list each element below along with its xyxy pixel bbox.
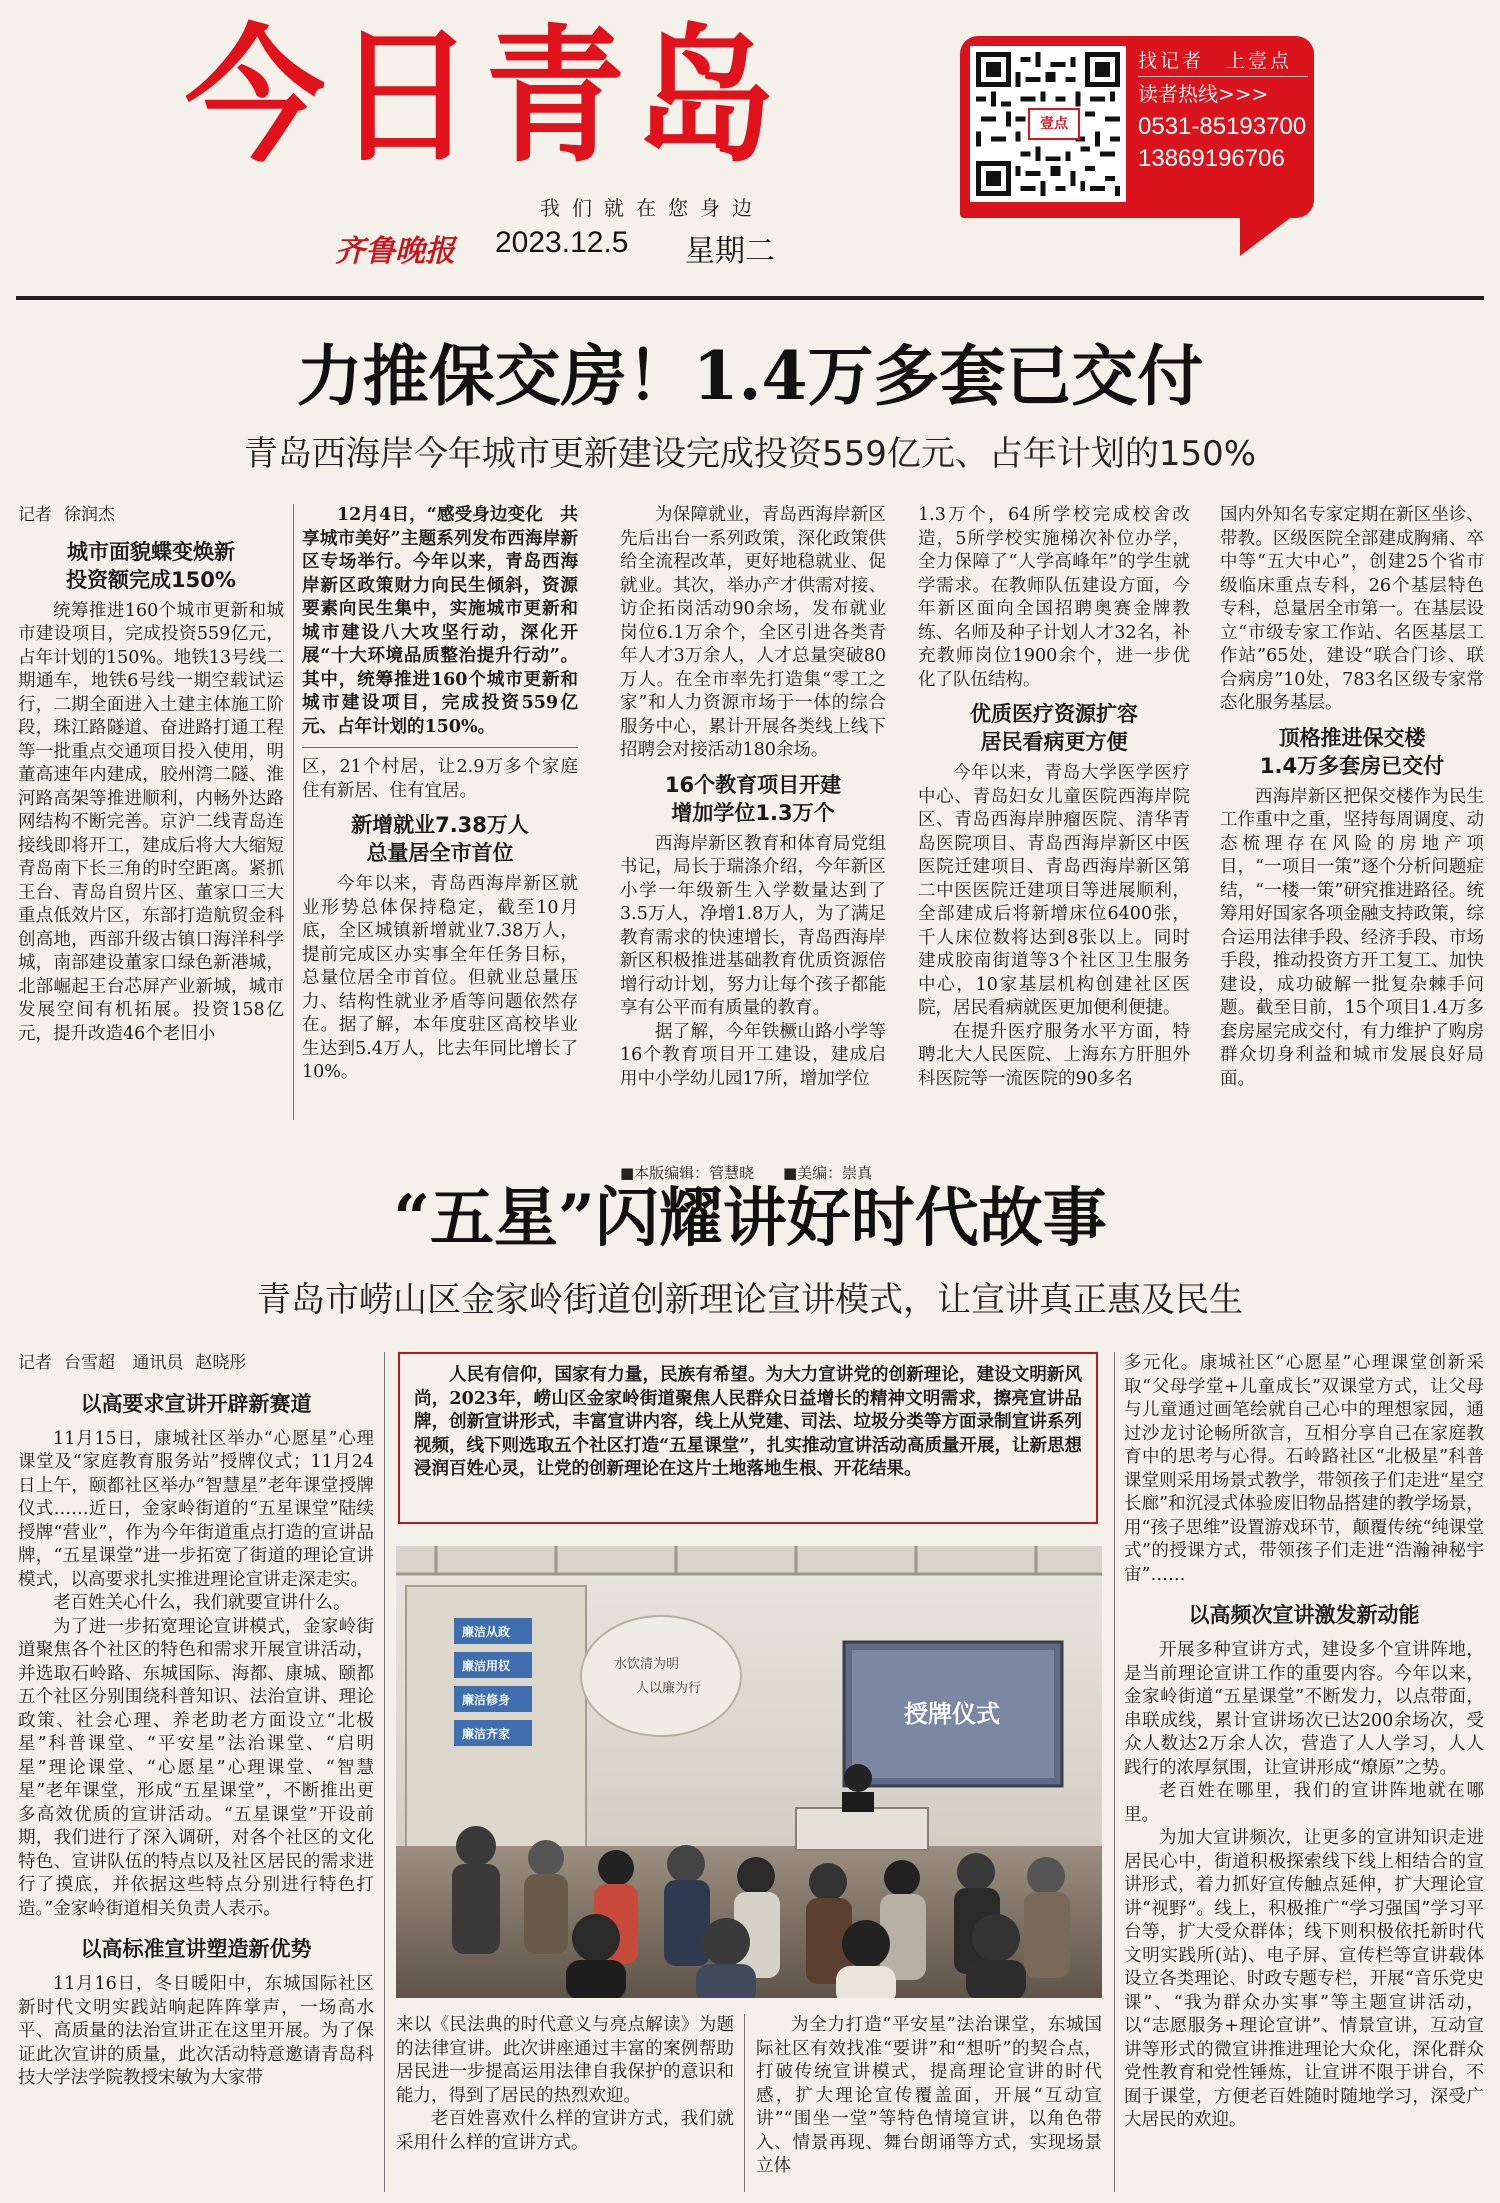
lead-divider	[302, 747, 578, 748]
paper-name-logo: 齐鲁晚报	[335, 234, 455, 269]
paragraph: 11月15日，康城社区举办“心愿星”心理课堂及“家庭教育服务站”授牌仪式；11月24日上午，颐都社区举办“智慧星”老年课堂授牌仪式……近日，金家岭街道的“五星课堂”陆续授牌“营业”，作为今年街道重点打造的宣讲品牌，“五星课堂”进一步拓宽了街道的理论宣讲模式，以高要求扎实推进理论宣讲走深走实。	[18, 1428, 374, 1590]
story2-subheadline: 青岛市崂山区金家岭街道创新理论宣讲模式，让宣讲真正惠及民生	[257, 1280, 1243, 1320]
paragraph: 西海岸新区把保交楼作为民生工作重中之重，坚持每周调度、动态梳理存在风险的房地产项目，“一项目一策”逐个分析问题症结，“一楼一策”研究推进路径。统筹用好国家各项金融支持政策，综合运用法律手段、经济手段、市场手段，推动投资方开工复工、加快建设，成功破解一批复杂棘手问题。截至目前，15个项目1.4万多套房屋完成交付，有力维护了购房群众切身利益和城市发展良好局面。	[1220, 786, 1484, 1089]
story2-column-mid-2	[756, 2014, 1102, 2192]
slogan: 我们就在您身边	[540, 196, 764, 220]
qr-code-icon[interactable]	[970, 46, 1126, 202]
paragraph: 为了进一步拓宽理论宣讲模式，金家岭街道聚焦各个社区的特色和需求开展宣讲活动，并选取石岭路、东城国际、海都、康城、颐都五个社区分别围绕科普知识、法治宣讲、理论政策、社会心理、养老助老方面设立“北极星”科普课堂、“平安星”法治课堂、“启明星”理论课堂、“心愿星”心理课堂、“智慧星”老年课堂，形成“五星课堂”，不断推出更多高效优质的宣讲活动。“五星课堂”开设前期，我们进行了深入调研，对各个社区的文化特色、宣讲队伍的特点以及社区居民的需求进行了摸底，并依据这些特点分别进行特色打造。”金家岭街道相关负责人表示。	[18, 1616, 374, 1919]
section-heading-line-1: 优质医疗资源扩容	[970, 702, 1138, 726]
paragraph: 为保障就业，青岛西海岸新区先后出台一系列政策，深化政策供给全流程改革，更好地稳就业、促就业。其次，举办产才供需对接、访企拓岗活动90余场，发布就业岗位6.1万余个，全区引进各类青年人才3万余人，人才总量突破80万人。在全市率先打造集“零工之家”和人力资源市场于一体的综合服务中心，累计开展各类线上线下招聘会对接活动180余场。	[620, 505, 886, 760]
qr-logo: 壹点	[1028, 108, 1080, 140]
byline-name: 赵晓彤	[195, 1353, 247, 1373]
projector-screen-text: 授牌仪式	[904, 1700, 1000, 1728]
paragraph: 1.3万个，64所学校完成校舍改造，5所学校实施梯次补位办学，全力保障了“人学高峰年”的学生就学需求。在教师队伍建设方面，今年新区面向全国招聘奥赛金牌教练、名师及种子计划人才32名，补充教师岗位1900余个，进一步优化了队伍结构。	[918, 505, 1190, 690]
hotline-number-1[interactable]: 0531-85193700	[1138, 113, 1307, 140]
column-divider	[1114, 1352, 1115, 2192]
masthead-rule	[16, 296, 1484, 300]
designer-name: ■美编：崇真	[782, 1164, 873, 1182]
story2-column-right	[1124, 1352, 1484, 2192]
hotline-label: 读者热线>>>	[1138, 82, 1269, 106]
paragraph: 国内外知名专家定期在新区坐诊、带教。区级医院全部建成胸痛、卒中等“五大中心”，创建25个省市级临床重点专科，26个基层特色专科，总量居全市第一。在基层设立“市级专家工作站、名医基层工作站”65处，建设“联合门诊、联合病房”10处，783名区级专家常态化服务基层。	[1220, 505, 1484, 713]
column-divider	[744, 2014, 745, 2192]
byline-label: 记者	[18, 1353, 52, 1373]
section-heading	[1220, 724, 1484, 780]
lead-paragraph: 12月4日，“感受身边变化 共享城市美好”主题系列发布西海岸新区专场举行。今年以来，青岛西海岸新区政策财力向民生倾斜，资源要素向民生集中，实施城市更新和城市建设八大攻坚行动，深化开展“十大环境品质整治提升行动”。其中，统筹推进160个城市更新和城市建设项目，完成投资559亿元、占年计划的150%。	[302, 505, 578, 737]
paragraph: 多元化。康城社区“心愿星”心理课堂创新采取“父母学堂+儿童成长”双课堂方式，让父母与儿童通过画笔绘就自己心中的理想家园，通过沙龙讨论畅所欲言，互相分享自己在家庭教育中的思考与心得。石岭路社区“北极星”科普课堂则采用场景式教学，带领孩子们走进“星空长廊”和沉浸式体验废旧物品搭建的教学场景，用“孩子思维”设置游戏环节，颠覆传统“纯课堂式”的授课方式，带领孩子们走进“浩瀚神秘宇宙”……	[1124, 1353, 1484, 1585]
story2-byline	[18, 1352, 374, 1376]
section-heading-line-1: 顶格推进保交楼	[1278, 725, 1426, 750]
story1-subheadline: 青岛西海岸今年城市更新建设完成投资559亿元、占年计划的150%	[243, 434, 1257, 474]
paragraph: 老百姓关心什么，我们就要宣讲什么。	[53, 1593, 351, 1613]
wall-panel-text: 廉洁修身	[462, 1693, 511, 1707]
issue-weekday: 星期二	[685, 234, 775, 269]
section-heading-line-2: 居民看病更方便	[980, 730, 1128, 754]
section-heading	[302, 811, 578, 867]
story1-headline: 力推保交房！1.4万多套已交付	[296, 337, 1204, 415]
wall-panel-text: 廉洁齐家	[462, 1727, 511, 1741]
hotline-number-2[interactable]: 13869196706	[1138, 145, 1285, 172]
byline-name: 台雪超	[64, 1353, 115, 1373]
contact-box	[960, 36, 1314, 218]
section-heading: 以高标准宣讲塑造新优势	[80, 1937, 312, 1961]
paragraph: 西海岸新区教育和体育局党组书记，局长于瑞涤介绍，今年新区小学一年级新生入学数量达到了3.5万人，净增1.8万人，为了满足教育需求的快速增长，青岛西海岸新区积极推进基础教育优质资源倍增行动计划，努力让每个孩子都能享有公平而有质量的教育。	[620, 833, 886, 1018]
find-reporter-text: 找记者 上壹点	[1138, 46, 1308, 77]
paragraph: 老百姓在哪里，我们的宣讲阵地就在哪里。	[1124, 1781, 1484, 1825]
wall-calligraphy: 人以廉为行	[636, 1681, 702, 1696]
story1-column-2	[302, 504, 578, 1120]
intro-paragraph: 人民有信仰，国家有力量，民族有希望。为大力宣讲党的创新理论，建设文明新风尚，2023年，崂山区金家岭街道聚焦人民群众日益增长的精神文明需求，擦亮宣讲品牌，创新宣讲形式，丰富宣讲内容，线上从党建、司法、垃圾分类等方面录制宣讲系列视频，线下则选取五个社区打造“五星课堂”，扎实推动宣讲活动高质量开展，让新思想浸润百姓心灵，让党的创新理论在这片土地落地生根、开花结果。	[414, 1365, 1082, 1479]
event-photo	[396, 1546, 1102, 1998]
column-divider	[384, 1352, 385, 2192]
byline-name: 徐润杰	[64, 505, 115, 525]
section-heading-line-2: 投资额完成150%	[66, 567, 236, 592]
story1-column-1	[18, 504, 284, 1120]
story1-byline	[18, 504, 284, 528]
section-heading	[918, 700, 1190, 756]
paragraph: 在提升医疗服务水平方面，特聘北大人民医院、上海东方肝胆外科医院等一流医院的90多名	[918, 1021, 1190, 1089]
paragraph: 区，21个村居，让2.9万多个家庭住有新居、住有宜居。	[302, 757, 578, 801]
newspaper-title: 今日青岛	[185, 11, 786, 184]
section-heading-line-2: 1.4万多套房已交付	[1259, 753, 1445, 778]
paragraph: 为全力打造“平安星”法治课堂，东城国际社区有效找准“要讲”和“想听”的契合点，打破传统宣讲模式，提高理论宣讲的时代感，扩大理论宣传覆盖面，开展“互动宣讲”“围坐一堂”等特色情境宣讲，以角色带入、情景再现、舞台朗诵等方式，实现场景立体	[756, 2015, 1102, 2176]
masthead	[0, 0, 1500, 290]
byline-label: 记者	[18, 505, 52, 525]
paragraph: 统筹推进160个城市更新和城市建设项目，完成投资559亿元，占年计划的150%。地铁13号线二期通车，地铁6号线一期空载试运行，二期全面进入土建主体施工阶段，珠江路隧道、奋进路打通工程等一批重点交通项目投入使用，明董高速年内建成，胶州湾二隧、淮河路高架等推进顺利，内畅外达路网结构不断完善。京沪二线青岛连接线即将开工，建成后将大大缩短青岛南下长三角的时空距离。紧抓王台、青岛自贸片区、董家口三大重点低效片区，东部打造航贸金科创高地，西部升级古镇口海洋科学城，南部建设董家口绿色新港城，北部崛起王台芯屏产业新城，城市发展空间有机拓展。投资158亿元，提升改造46个老旧小	[18, 600, 284, 1044]
byline-label: 通讯员	[132, 1353, 184, 1373]
paragraph: 老百姓喜欢什么样的宣讲方式，我们就采用什么样的宣讲方式。	[396, 2109, 734, 2153]
story2-headline: “五星”闪耀讲好时代故事	[393, 1181, 1107, 1256]
paragraph: 为加大宣讲频次，让更多的宣讲知识走进居民心中，街道积极探索线下线上相结合的宣讲形式，着力抓好宣传触点延伸，扩大理论宣讲“视野”。线上，积极推广“学习强国”学习平台等，扩大受众群体；线下则积极依托新时代文明实践所(站)、电子屏、宣传栏等宣讲载体设立各类理论、时政专题专栏，开展“音乐党史课”、“我为群众办实事”等主题宣讲活动，以“志愿服务+理论宣讲”、情景宣讲，互动宣讲等形式的微宣讲推进理论大众化，深化群众党性教育和党性锤炼，让宣讲不限于讲台，不囿于课堂，方便老百姓随时随地学习，深受广大居民的欢迎。	[1124, 1828, 1484, 2130]
story2-intro-box	[398, 1352, 1098, 1524]
paragraph: 据了解，今年铁橛山路小学等16个教育项目开工建设，建成启用中小学幼儿园17所，增加学位	[620, 1021, 886, 1089]
story2-column-left	[18, 1352, 374, 2192]
section-heading: 以高频次宣讲激发新动能	[1188, 1603, 1420, 1627]
section-heading-line-2: 增加学位1.3万个	[671, 800, 835, 825]
section-heading	[18, 538, 284, 594]
contact-text	[1138, 46, 1308, 175]
story1-lead	[302, 504, 578, 739]
story1-column-4	[918, 504, 1190, 1120]
paragraph: 今年以来，青岛大学医学医疗中心、青岛妇女儿童医院西海岸院区、青岛西海岸肿瘤医院、清华青岛医院项目、青岛西海岸新区中医医院迁建项目、青岛西海岸新区第二中医医院迁建项目等进展顺利，全部建成后将新增床位6400张，千人床位数将达到8张以上。同时建成胶南街道等3个社区卫生服务中心，10家基层机构创建社区医院，居民看病就医更加便利便捷。	[918, 763, 1190, 1018]
section-heading-line-1: 新增就业7.38万人	[351, 813, 529, 837]
paragraph: 开展多种宣讲方式，建设多个宣讲阵地，是当前理论宣讲工作的重要内容。今年以来，金家岭街道“五星课堂”不断发力，以点带面，串联成线，累计宣讲场次已达200余场次，受众人数达2万余人次，营造了人人学习，人人践行的浓厚氛围，让宣讲形成“燎原”之势。	[1124, 1640, 1484, 1778]
contact-box-tail	[1240, 200, 1314, 256]
story2-column-mid-1	[396, 2014, 734, 2192]
editor-name: ■本版编辑：管慧晓	[620, 1164, 755, 1182]
wall-panel-text: 廉洁用权	[462, 1659, 511, 1673]
paragraph: 来以《民法典的时代意义与亮点解读》为题的法律宣讲。此次讲座通过丰富的案例帮助居民进一步提高运用法律自我保护的意识和能力，得到了居民的热烈欢迎。	[396, 2015, 734, 2106]
section-heading: 以高要求宣讲开辟新赛道	[80, 1391, 312, 1416]
column-divider	[293, 504, 294, 1120]
section-heading	[620, 771, 886, 827]
wall-panel-text: 廉洁从政	[462, 1625, 511, 1639]
paragraph: 11月16日，冬日暖阳中，东城国际社区新时代文明实践站响起阵阵掌声，一场高水平、高质量的法治宣讲正在这里开展。为了保证此次宣讲的质量，此次活动特意邀请青岛科技大学法学院教授宋敏为大家带	[18, 1974, 374, 2088]
wall-calligraphy: 水饮清为明	[614, 1657, 680, 1672]
paragraph: 今年以来，青岛西海岸新区就业形势总体保持稳定，截至10月底，全区城镇新增就业7.38万人，提前完成区办实事全年任务目标，总量位居全市首位。但就业总量压力、结构性就业矛盾等问题依然存在。据了解，本年度驻区高校毕业生达到5.4万人，比去年同比增长了10%。	[302, 874, 578, 1082]
section-heading-line-1: 城市面貌蝶变焕新	[67, 539, 235, 564]
section-heading-line-1: 16个教育项目开建	[664, 772, 842, 797]
story1-column-3	[620, 504, 886, 1120]
story1-column-5	[1220, 504, 1484, 1120]
section-heading-line-2: 总量居全市首位	[366, 841, 514, 865]
issue-date: 2023.12.5	[495, 226, 629, 259]
